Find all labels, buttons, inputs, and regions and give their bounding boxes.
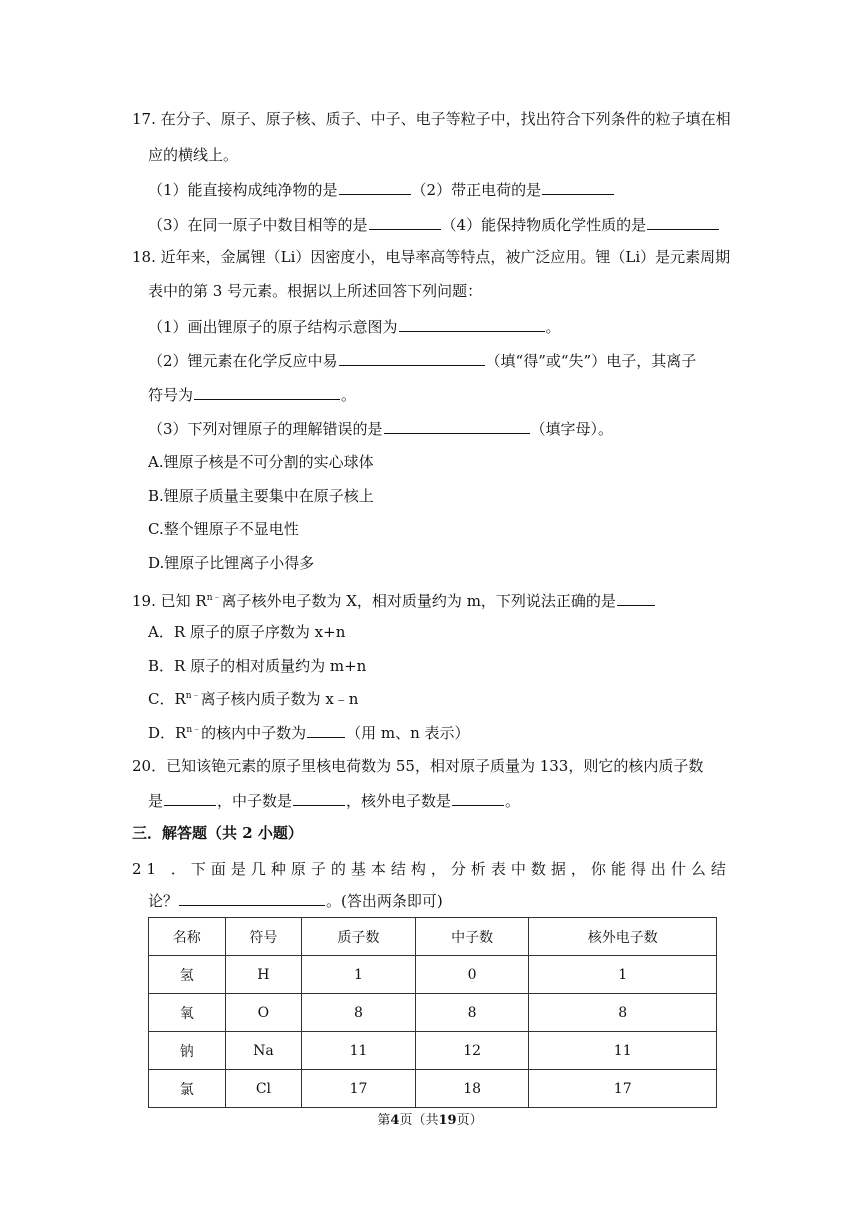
q18-option-a: A.锂原子核是不可分割的实心球体 bbox=[148, 453, 374, 471]
table-row bbox=[149, 994, 717, 1032]
table-cell: 氧 bbox=[149, 994, 226, 1032]
table-row bbox=[149, 956, 717, 994]
q20-line1: 20．已知该铯元素的原子里核电荷数为 55，相对原子质量为 133，则它的核内质子数 bbox=[132, 757, 704, 775]
q18-option-d: D.锂原子比锂离子小得多 bbox=[148, 554, 315, 572]
q19-option-d-text-b: 的核内中子数为 bbox=[201, 724, 307, 742]
q21-line1: 21 ．下面是几种原子的基本结构，分析表中数据，你能得出什么结 bbox=[132, 860, 731, 878]
footer-text: 页（共 bbox=[399, 1113, 439, 1128]
table-cell: 氯 bbox=[149, 1070, 226, 1108]
q19-line1 bbox=[132, 590, 656, 611]
q19-text-b: 离子核外电子数为 X，相对质量约为 m，下列说法正确的是 bbox=[221, 592, 616, 610]
q17-line1: 17. 在分子、原子、原子核、质子、中子、电子等粒子中，找出符合下列条件的粒子填在相 bbox=[132, 110, 731, 128]
table-cell: 8 bbox=[415, 994, 529, 1032]
table-cell: Na bbox=[225, 1032, 302, 1070]
table-cell: O bbox=[225, 994, 302, 1032]
q18-part3-text: （3）下列对锂原子的理解错误的是 bbox=[148, 420, 383, 438]
q17-parts-1-2 bbox=[148, 179, 615, 200]
page-total: 19 bbox=[438, 1113, 457, 1128]
table-header-cell: 符号 bbox=[225, 918, 302, 956]
answer-blank bbox=[369, 214, 441, 230]
ion-charge-superscript: n﹣ bbox=[206, 593, 222, 603]
q18-option-c: C.整个锂原子不显电性 bbox=[148, 520, 299, 538]
table-cell: Cl bbox=[225, 1070, 302, 1108]
q19-option-a: A．R 原子的原子序数为 x+n bbox=[148, 623, 346, 641]
footer-text: 第 bbox=[377, 1113, 391, 1128]
q18-part1-text: （1）画出锂原子的原子结构示意图为 bbox=[148, 318, 398, 336]
q18-part3-hint: （填字母）。 bbox=[530, 420, 614, 438]
answer-blank bbox=[399, 316, 545, 332]
table-row bbox=[149, 1032, 717, 1070]
q18-part2-symbol: 符号为 bbox=[148, 386, 194, 404]
q19-option-d bbox=[148, 722, 470, 743]
table-cell: 氢 bbox=[149, 956, 226, 994]
q19-option-c-text-a: C．R bbox=[148, 690, 186, 708]
table-cell: 8 bbox=[302, 994, 416, 1032]
section-heading: 三．解答题（共 2 小题） bbox=[132, 824, 303, 842]
q20-text-c: ，核外电子数是 bbox=[346, 792, 452, 810]
q21-text-a: 论？ bbox=[148, 892, 179, 910]
table-cell: 钠 bbox=[149, 1032, 226, 1070]
table-cell: 8 bbox=[529, 994, 717, 1032]
q19-option-d-text-a: D．R bbox=[148, 724, 187, 742]
q17-part4: （4）能保持物质化学性质的是 bbox=[441, 216, 647, 234]
q19-option-b: B．R 原子的相对质量约为 m+n bbox=[148, 657, 367, 675]
table-cell: 11 bbox=[529, 1032, 717, 1070]
q17-part2: （2）带正电荷的是 bbox=[411, 181, 542, 199]
q18-part2-end: 。 bbox=[341, 386, 357, 404]
ion-charge-superscript: n﹣ bbox=[186, 725, 202, 735]
ion-charge-superscript: n﹣ bbox=[185, 691, 201, 701]
q18-part2-hint: （填“得”或“失”）电子，其离子 bbox=[485, 352, 697, 370]
table-cell: 0 bbox=[415, 956, 529, 994]
q17-parts-3-4 bbox=[148, 214, 720, 235]
footer-text: 页） bbox=[456, 1113, 483, 1128]
q18-part1-end: 。 bbox=[545, 318, 561, 336]
q20-text-b: ，中子数是 bbox=[217, 792, 293, 810]
answer-blank bbox=[194, 384, 340, 400]
q19-text-a: 19. 已知 R bbox=[132, 592, 207, 610]
table-cell: H bbox=[225, 956, 302, 994]
q18-line2: 表中的第 3 号元素。根据以上所述回答下列问题： bbox=[148, 282, 483, 300]
q20-text-a: 是 bbox=[148, 792, 164, 810]
table-header-row bbox=[149, 918, 717, 956]
q21-text-b: 。(答出两条即可) bbox=[326, 892, 443, 910]
table-header-cell: 核外电子数 bbox=[529, 918, 717, 956]
q21-line2 bbox=[148, 890, 443, 911]
page-number: 4 bbox=[390, 1113, 400, 1128]
q19-option-c-text-b: 离子核内质子数为 x﹣n bbox=[200, 690, 359, 708]
table-cell: 18 bbox=[415, 1070, 529, 1108]
atom-structure-table bbox=[148, 917, 717, 1108]
q18-part2 bbox=[148, 350, 696, 371]
table-row bbox=[149, 1070, 717, 1108]
q17-part1: （1）能直接构成纯净物的是 bbox=[148, 181, 338, 199]
q18-part2-text: （2）锂元素在化学反应中易 bbox=[148, 352, 338, 370]
q18-part3 bbox=[148, 418, 613, 439]
answer-blank bbox=[164, 790, 216, 806]
q18-part1 bbox=[148, 316, 561, 337]
q17-line2: 应的横线上。 bbox=[148, 146, 239, 164]
answer-blank bbox=[339, 179, 411, 195]
table-cell: 11 bbox=[302, 1032, 416, 1070]
answer-blank bbox=[617, 590, 655, 606]
answer-blank bbox=[307, 722, 345, 738]
answer-blank bbox=[179, 890, 325, 906]
q18-part2-cont bbox=[148, 384, 356, 405]
table-cell: 17 bbox=[529, 1070, 717, 1108]
q17-part3: （3）在同一原子中数目相等的是 bbox=[148, 216, 368, 234]
q18-option-b: B.锂原子质量主要集中在原子核上 bbox=[148, 487, 374, 505]
q20-text-d: 。 bbox=[505, 792, 521, 810]
table-header-cell: 中子数 bbox=[415, 918, 529, 956]
answer-blank bbox=[293, 790, 345, 806]
q19-option-c bbox=[148, 689, 358, 709]
answer-blank bbox=[452, 790, 504, 806]
table-cell: 17 bbox=[302, 1070, 416, 1108]
q20-line2 bbox=[148, 790, 520, 811]
answer-blank bbox=[384, 418, 530, 434]
table-cell: 1 bbox=[302, 956, 416, 994]
answer-blank bbox=[647, 214, 719, 230]
q18-line1: 18. 近年来，金属锂（Li）因密度小，电导率高等特点，被广泛应用。锂（Li）是元素周期 bbox=[132, 248, 731, 266]
table-header-cell: 质子数 bbox=[302, 918, 416, 956]
q19-option-d-text-c: （用 m、n 表示） bbox=[346, 724, 470, 742]
page-footer bbox=[0, 1112, 860, 1130]
answer-blank bbox=[542, 179, 614, 195]
table-cell: 1 bbox=[529, 956, 717, 994]
table-cell: 12 bbox=[415, 1032, 529, 1070]
answer-blank bbox=[339, 350, 485, 366]
table-header-cell: 名称 bbox=[149, 918, 226, 956]
